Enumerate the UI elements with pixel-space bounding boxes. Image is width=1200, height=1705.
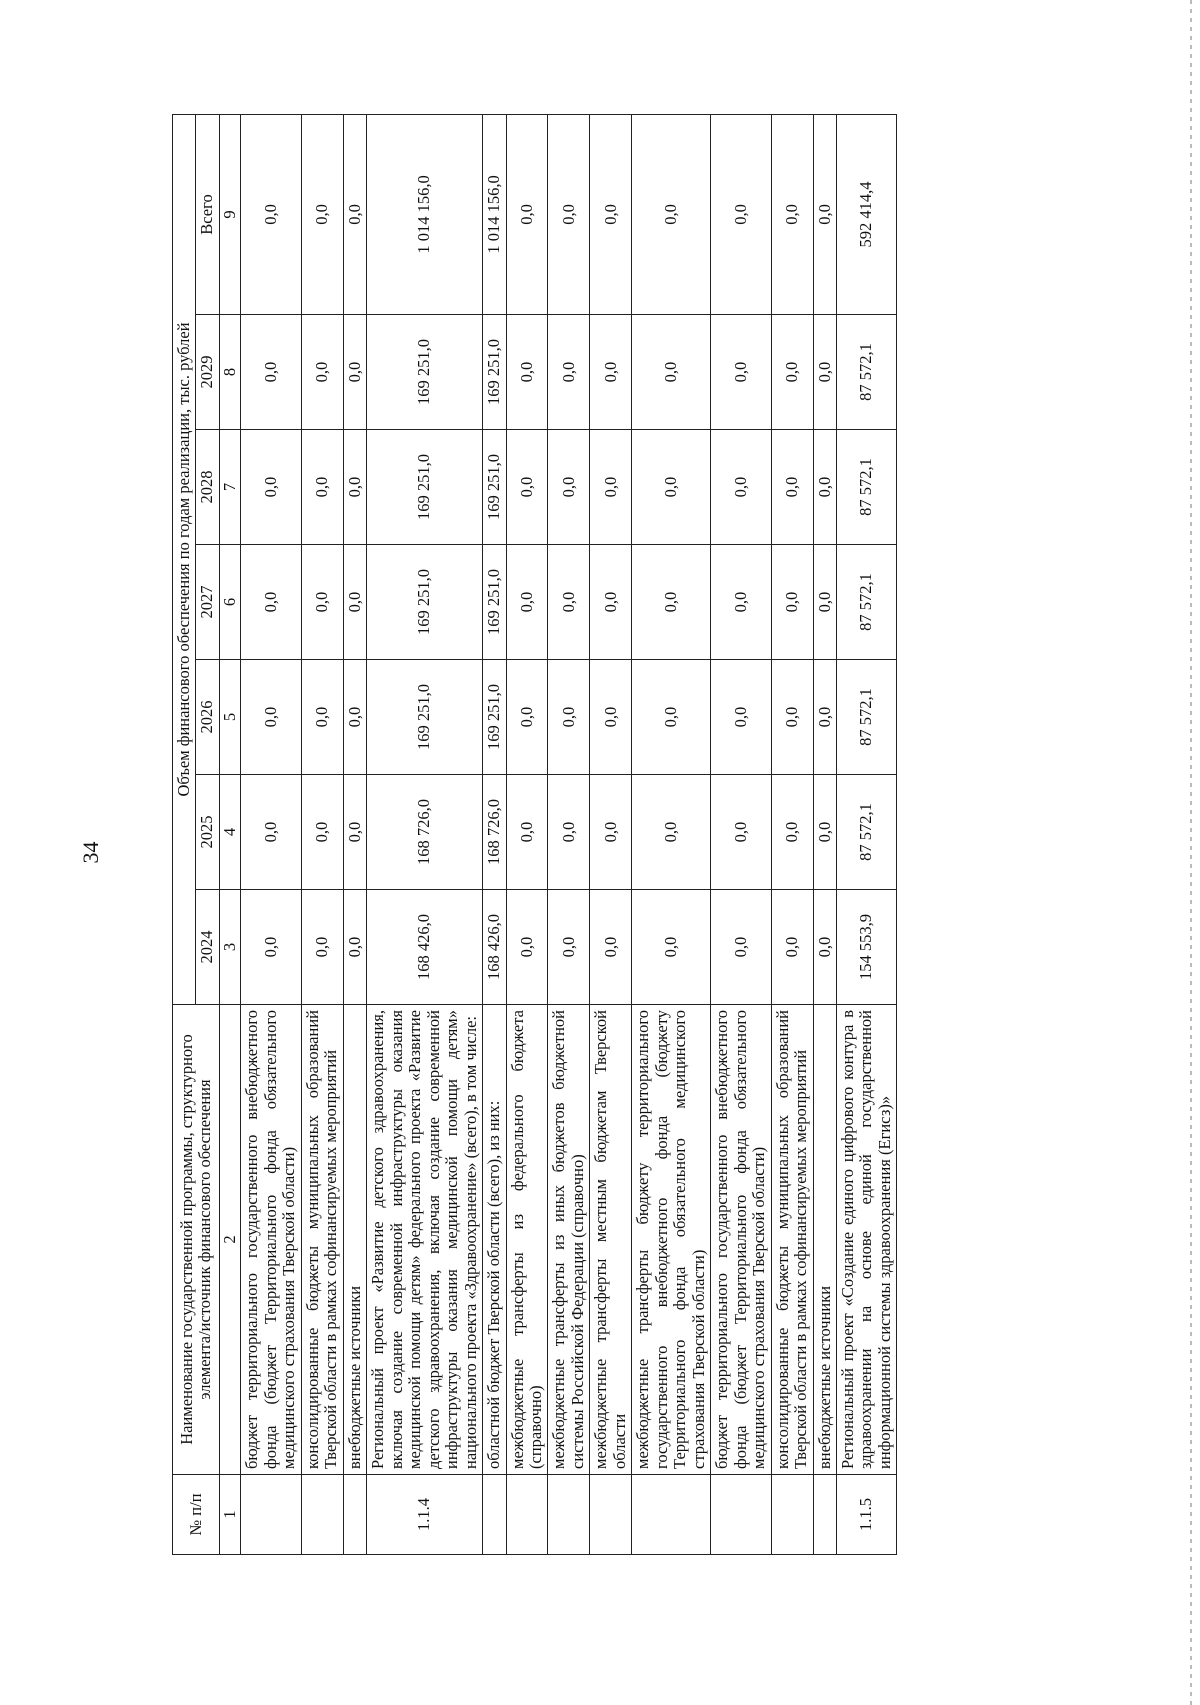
row-name: областной бюджет Тверской области (всего), из них: (483, 1005, 506, 1475)
table-row (301, 114, 343, 1554)
row-name: внебюджетные источники (343, 1005, 366, 1475)
row-year-value: 0,0 (241, 660, 301, 775)
row-name: Региональный проект «Развитие детского здравоохранения, включая создание современной инфраструктуры оказания медицинской помощи детям» федерального проекта «Развитие детского здравоохранения, включая создание современной инфраструктуры оказания медицинской помощи детям» национального проекта «Здравоохранение» (всего), в том числе: (367, 1005, 483, 1475)
row-number (301, 1475, 343, 1555)
row-year-value: 0,0 (813, 315, 836, 430)
column-number: 6 (219, 545, 240, 660)
row-year-value: 0,0 (590, 545, 632, 660)
row-number (241, 1475, 301, 1555)
row-year-value: 0,0 (343, 545, 366, 660)
row-total-value: 0,0 (632, 114, 711, 314)
row-name: консолидированные бюджеты муниципальных образований Тверской области в рамках софинансируемых мероприятий (301, 1005, 343, 1475)
column-number: 3 (219, 890, 240, 1005)
row-year-value: 0,0 (301, 890, 343, 1005)
row-year-value: 0,0 (711, 660, 771, 775)
row-year-value: 0,0 (301, 660, 343, 775)
row-year-value: 168 426,0 (483, 890, 506, 1005)
table-row (837, 114, 897, 1554)
row-year-value: 0,0 (301, 545, 343, 660)
row-year-value: 87 572,1 (837, 660, 897, 775)
row-number (548, 1475, 590, 1555)
header-group: Объем финансового обеспечения по годам реализации, тыс. рублей (173, 114, 196, 1004)
page-number: 34 (78, 841, 103, 864)
row-year-value: 0,0 (632, 315, 711, 430)
row-number (483, 1475, 506, 1555)
table-row (548, 114, 590, 1554)
row-total-value: 0,0 (590, 114, 632, 314)
column-number: 7 (219, 430, 240, 545)
row-year-value: 0,0 (632, 890, 711, 1005)
header-year: 2026 (196, 660, 219, 775)
column-number: 2 (219, 1005, 240, 1475)
row-name: бюджет территориального государственного внебюджетного фонда (бюджет Территориального фонда обязательного медицинского страхования Тверской области) (241, 1005, 301, 1475)
row-year-value: 0,0 (813, 890, 836, 1005)
row-year-value: 0,0 (241, 545, 301, 660)
row-year-value: 0,0 (771, 660, 813, 775)
row-number (590, 1475, 632, 1555)
row-total-value: 0,0 (343, 114, 366, 314)
row-year-value: 154 553,9 (837, 890, 897, 1005)
row-year-value: 168 726,0 (367, 775, 483, 890)
row-year-value: 0,0 (241, 890, 301, 1005)
row-year-value: 0,0 (632, 430, 711, 545)
row-year-value: 0,0 (548, 890, 590, 1005)
column-number: 5 (219, 660, 240, 775)
row-total-value: 1 014 156,0 (483, 114, 506, 314)
row-year-value: 0,0 (590, 775, 632, 890)
row-year-value: 0,0 (343, 430, 366, 545)
row-year-value: 0,0 (343, 315, 366, 430)
row-year-value: 0,0 (590, 660, 632, 775)
row-year-value: 0,0 (771, 545, 813, 660)
header-total: Всего (196, 114, 219, 314)
column-number-row (219, 114, 240, 1554)
row-year-value: 0,0 (711, 890, 771, 1005)
row-year-value: 0,0 (506, 660, 548, 775)
row-total-value: 0,0 (771, 114, 813, 314)
row-year-value: 0,0 (343, 890, 366, 1005)
row-number (343, 1475, 366, 1555)
row-year-value: 0,0 (813, 775, 836, 890)
row-total-value: 0,0 (506, 114, 548, 314)
row-number: 1.1.4 (367, 1475, 483, 1555)
header-year: 2029 (196, 315, 219, 430)
table-body (241, 114, 897, 1554)
row-year-value: 169 251,0 (483, 545, 506, 660)
table-row (771, 114, 813, 1554)
row-year-value: 168 726,0 (483, 775, 506, 890)
row-year-value: 0,0 (241, 775, 301, 890)
row-number (813, 1475, 836, 1555)
table-row (711, 114, 771, 1554)
row-year-value: 0,0 (241, 315, 301, 430)
row-year-value: 169 251,0 (367, 660, 483, 775)
row-year-value: 87 572,1 (837, 315, 897, 430)
row-year-value: 169 251,0 (483, 315, 506, 430)
row-total-value: 0,0 (548, 114, 590, 314)
row-year-value: 0,0 (771, 430, 813, 545)
row-number (506, 1475, 548, 1555)
row-year-value: 0,0 (506, 890, 548, 1005)
row-year-value: 0,0 (711, 315, 771, 430)
financing-table (172, 114, 897, 1555)
row-total-value: 1 014 156,0 (367, 114, 483, 314)
table-row (506, 114, 548, 1554)
row-name: межбюджетные трансферты из иных бюджетов бюджетной системы Российской Федерации (справочно) (548, 1005, 590, 1475)
header-name: Наименование государственной программы, структурного элемента/источник финансового обеспечения (173, 1005, 220, 1475)
row-year-value: 0,0 (813, 660, 836, 775)
table-row (632, 114, 711, 1554)
row-name: внебюджетные источники (813, 1005, 836, 1475)
row-total-value: 0,0 (711, 114, 771, 314)
table-row (590, 114, 632, 1554)
header-row-1 (173, 114, 196, 1554)
header-year: 2025 (196, 775, 219, 890)
table-row (813, 114, 836, 1554)
row-name: межбюджетные трансферты бюджету территориального государственного внебюджетного фонда (бюджету Территориального фонда обязательного медицинского страхования Тверской области) (632, 1005, 711, 1475)
row-year-value: 169 251,0 (483, 430, 506, 545)
row-number (771, 1475, 813, 1555)
row-year-value: 0,0 (506, 315, 548, 430)
row-year-value: 0,0 (548, 660, 590, 775)
row-year-value: 0,0 (590, 315, 632, 430)
row-total-value: 0,0 (301, 114, 343, 314)
column-number: 4 (219, 775, 240, 890)
row-year-value: 0,0 (813, 545, 836, 660)
row-year-value: 87 572,1 (837, 430, 897, 545)
row-year-value: 0,0 (301, 430, 343, 545)
row-year-value: 0,0 (548, 775, 590, 890)
row-year-value: 0,0 (548, 315, 590, 430)
row-year-value: 87 572,1 (837, 775, 897, 890)
row-year-value: 0,0 (506, 545, 548, 660)
row-year-value: 0,0 (711, 430, 771, 545)
table-row (483, 114, 506, 1554)
row-year-value: 87 572,1 (837, 545, 897, 660)
row-total-value: 0,0 (813, 114, 836, 314)
row-year-value: 169 251,0 (367, 430, 483, 545)
row-year-value: 0,0 (301, 775, 343, 890)
row-year-value: 0,0 (241, 430, 301, 545)
row-name: консолидированные бюджеты муниципальных образований Тверской области в рамках софинансируемых мероприятий (771, 1005, 813, 1475)
row-year-value: 0,0 (301, 315, 343, 430)
header-year: 2027 (196, 545, 219, 660)
column-number: 8 (219, 315, 240, 430)
table-row (241, 114, 301, 1554)
header-year: 2028 (196, 430, 219, 545)
row-year-value: 0,0 (632, 660, 711, 775)
row-year-value: 0,0 (506, 430, 548, 545)
row-number (632, 1475, 711, 1555)
row-year-value: 0,0 (711, 545, 771, 660)
row-year-value: 0,0 (632, 545, 711, 660)
row-name: межбюджетные трансферты из федерального бюджета (справочно) (506, 1005, 548, 1475)
row-year-value: 0,0 (548, 430, 590, 545)
row-year-value: 0,0 (590, 890, 632, 1005)
row-year-value: 0,0 (813, 430, 836, 545)
row-name: Региональный проект «Создание единого цифрового контура в здравоохранении на основе единой государственной информационной системы здравоохранения (Егисз)» (837, 1005, 897, 1475)
row-year-value: 0,0 (506, 775, 548, 890)
row-total-value: 592 414,4 (837, 114, 897, 314)
header-num: № п/п (173, 1475, 220, 1555)
row-year-value: 0,0 (343, 660, 366, 775)
row-year-value: 0,0 (711, 775, 771, 890)
column-number: 1 (219, 1475, 240, 1555)
header-year: 2024 (196, 890, 219, 1005)
row-name: бюджет территориального государственного внебюджетного фонда (бюджет Территориального фонда обязательного медицинского страхования Тверской области) (711, 1005, 771, 1475)
row-year-value: 0,0 (548, 545, 590, 660)
row-number (711, 1475, 771, 1555)
scan-edge-line (1190, 0, 1192, 1705)
row-year-value: 0,0 (590, 430, 632, 545)
column-number: 9 (219, 114, 240, 314)
row-year-value: 0,0 (343, 775, 366, 890)
row-year-value: 169 251,0 (483, 660, 506, 775)
row-year-value: 169 251,0 (367, 545, 483, 660)
row-year-value: 0,0 (771, 775, 813, 890)
row-total-value: 0,0 (241, 114, 301, 314)
row-year-value: 0,0 (632, 775, 711, 890)
row-year-value: 0,0 (771, 315, 813, 430)
table-row (367, 114, 483, 1554)
table-row (343, 114, 366, 1554)
row-number: 1.1.5 (837, 1475, 897, 1555)
row-year-value: 0,0 (771, 890, 813, 1005)
row-name: межбюджетные трансферты местным бюджетам Тверской области (590, 1005, 632, 1475)
row-year-value: 169 251,0 (367, 315, 483, 430)
row-year-value: 168 426,0 (367, 890, 483, 1005)
